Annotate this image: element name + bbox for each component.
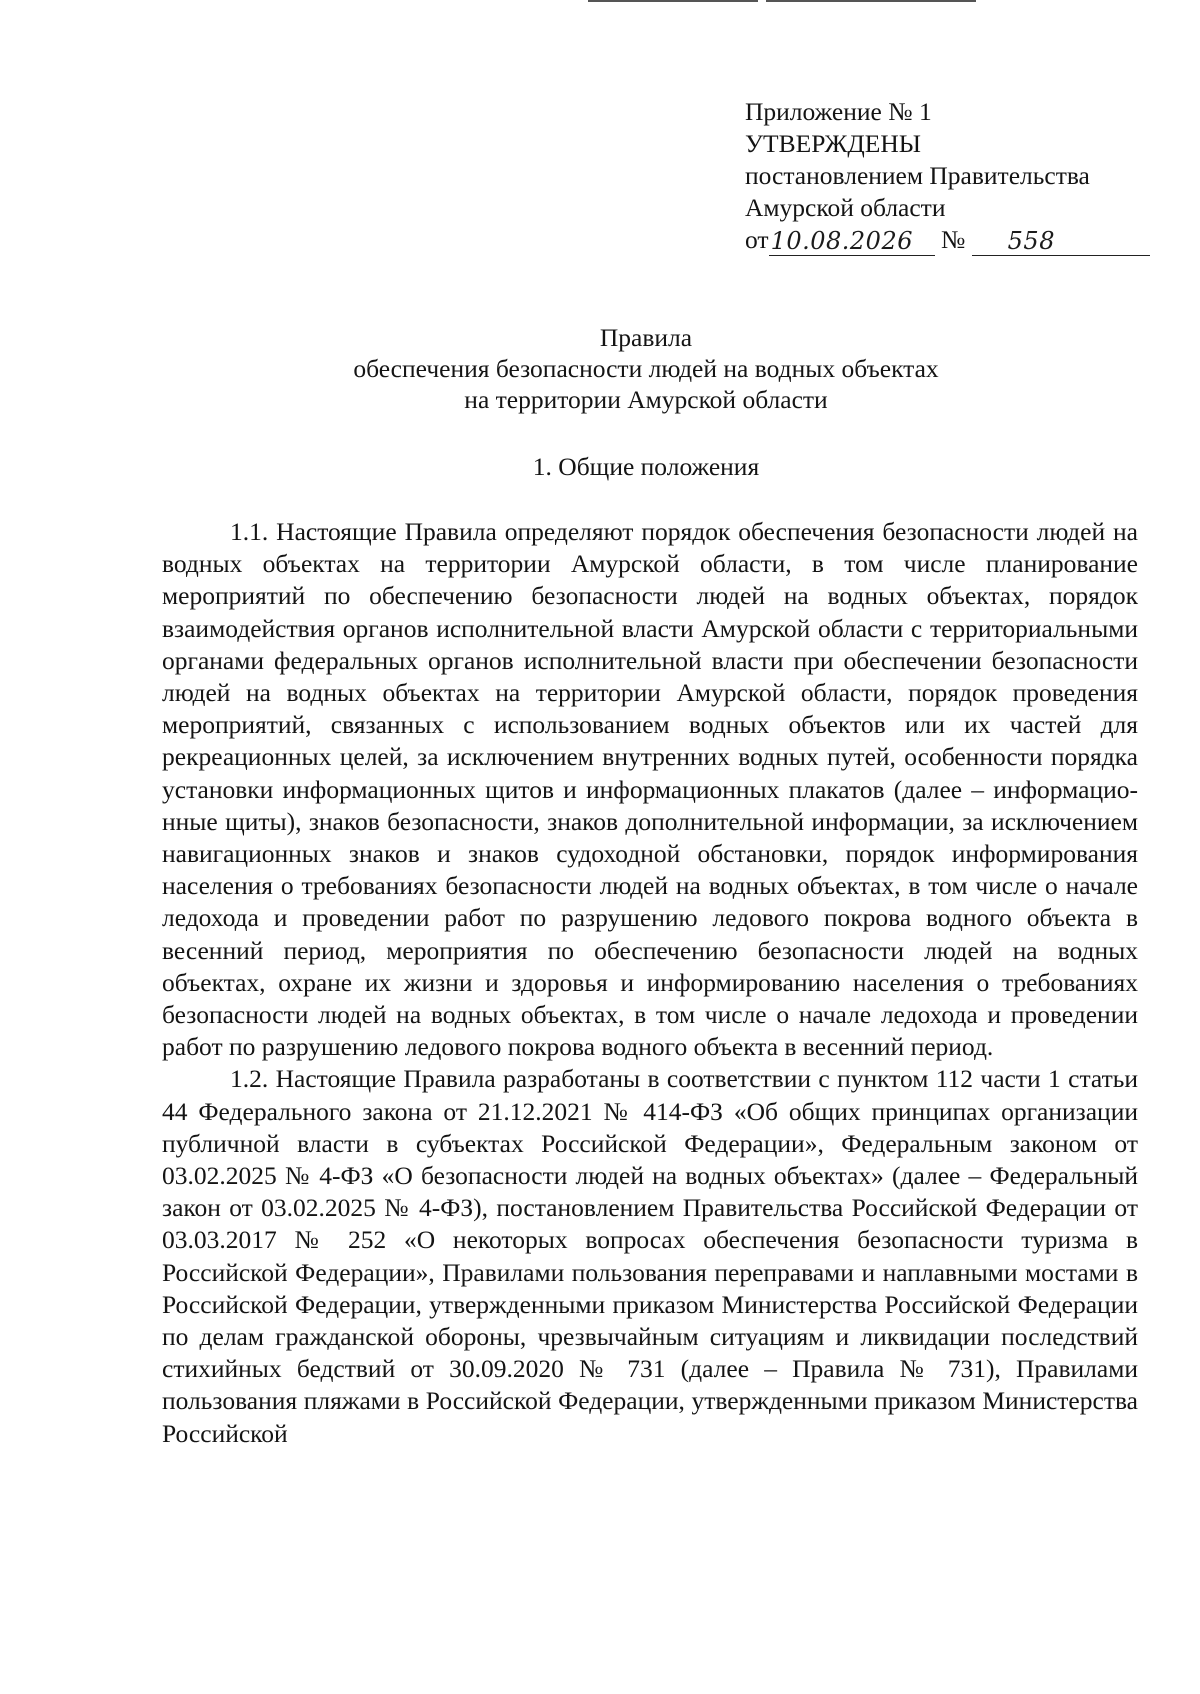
- document-body: [162, 516, 1138, 1450]
- paragraph-1-2: 1.2. Настоящие Правила разработаны в соответствии с пунктом 112 части 1 статьи 44 Федерального закона от 21.12.2021 № 414-ФЗ «Об общих принципах организации публичной власти в субъектах Российской Федерации», Федеральным законом от 03.02.2025 № 4-ФЗ «О безопасности людей на водных объектах» (далее – Федеральный закон от 03.02.2025 № 4-ФЗ), постановлением Правительства Российской Федерации от 03.03.2017 № 252 «О некоторых вопросах обеспечения безопасности туризма в Российской Федерации», Правилами пользования переправами и наплавными мостами в Российской Федерации, утвержденными приказом Министерства Российской Федерации по делам гражданской обороны, чрезвычайным ситуациям и ликвидации последствий стихийных бедствий от 30.09.2020 № 731 (далее – Правила № 731), Правилами пользования пляжами в Российской Федерации, утвержденными приказом Министерства Российской: [162, 1064, 1138, 1448]
- date-field: [769, 226, 935, 256]
- approved-by-line1: постановлением Правительства: [745, 161, 1090, 190]
- paragraph-1-1: 1.1. Настоящие Правила определяют порядок обеспечения безопасности людей на водных объектах на территории Амурской области, в том числе планирование мероприятий по обеспечению безопасности людей на водных объектах, порядок взаимодействия органов исполнительной власти Амурской области с территориальными органами федеральных органов исполнительной власти при обеспечении безопасности людей на водных объектах на территории Амурской области, порядок проведения мероприятий, связанных с использованием водных объектов или их частей для рекреационных целей, за исключением внутренних водных путей, особенности порядка установки информационных щитов и информационных плакатов (далее – информационные щиты), знаков безопасности, знаков дополнительной информации, за исключением навигационных знаков и знаков судоходной обстановки, порядок информирования населения о требованиях безопасности людей на водных объектах, в том числе о начале ледохода и проведении работ по разрушению ледового покрова водного объекта в весенний период, мероприятия по обеспечению безопасности людей на водных объектах, охране их жизни и здоровья и информированию населения о требованиях безопасности людей на водных объектах, в том числе о начале ледохода и проведении работ по разрушению ледового покрова водного объекта в весенний период.: [162, 517, 1138, 1062]
- title-line3: на территории Амурской области: [464, 385, 828, 414]
- date-prefix: от: [745, 225, 769, 254]
- handwritten-number: 558: [1007, 227, 1055, 255]
- document-title: [0, 322, 1200, 415]
- title-line2: обеспечения безопасности людей на водных объектах: [353, 354, 939, 383]
- scan-top-marks: [0, 0, 1200, 6]
- handwritten-date: 10.08.2026: [770, 227, 913, 255]
- section-heading: 1. Общие положения: [532, 452, 760, 481]
- date-number-line: [745, 224, 1145, 256]
- approved-label: УТВЕРЖДЕНЫ: [745, 129, 921, 158]
- approved-by-line2: Амурской области: [745, 193, 946, 222]
- appendix-label: Приложение № 1: [745, 97, 932, 126]
- approval-block: [745, 96, 1145, 256]
- title-line1: Правила: [599, 323, 693, 352]
- number-sign: №: [940, 225, 966, 254]
- number-field: [972, 226, 1150, 256]
